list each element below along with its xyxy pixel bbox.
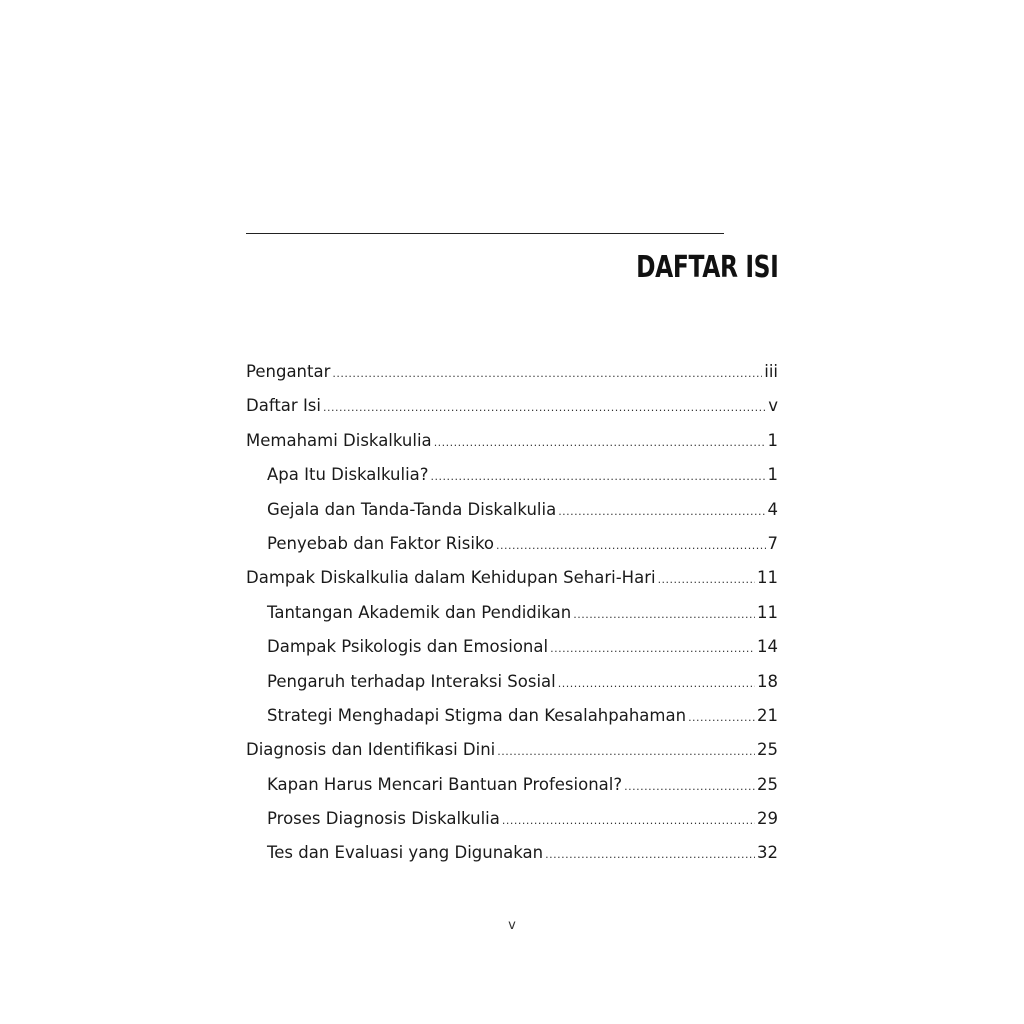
toc-entry-label: Tes dan Evaluasi yang Digunakan (267, 843, 544, 863)
toc-entry-page: 25 (757, 740, 778, 760)
toc-entry[interactable] (246, 568, 778, 602)
table-of-contents (246, 362, 778, 878)
toc-leader-dots (434, 436, 766, 449)
toc-entry-label: Dampak Diskalkulia dalam Kehidupan Sehari-Hari (246, 568, 656, 588)
toc-entry[interactable] (246, 396, 778, 430)
toc-entry-page: 11 (757, 568, 778, 588)
toc-subentry[interactable] (246, 843, 778, 877)
title-rule (246, 233, 724, 234)
toc-entry-page: 11 (757, 602, 778, 622)
toc-entry-label: Tantangan Akademik dan Pendidikan (267, 602, 572, 622)
toc-entry-page: 4 (767, 499, 778, 519)
toc-entry-label: Diagnosis dan Identifikasi Dini (246, 740, 496, 760)
toc-entry-label: Pengaruh terhadap Interaksi Sosial (267, 671, 556, 691)
page-number: v (508, 918, 516, 933)
toc-entry-label: Apa Itu Diskalkulia? (267, 465, 429, 485)
toc-leader-dots (688, 711, 755, 724)
toc-entry-page: 21 (757, 705, 778, 725)
toc-entry-label: Penyebab dan Faktor Risiko (267, 533, 495, 553)
page-title: DAFTAR ISI (635, 250, 778, 285)
toc-leader-dots (558, 677, 755, 690)
toc-subentry[interactable] (246, 706, 778, 740)
toc-leader-dots (550, 642, 755, 655)
toc-entry-page: 18 (757, 671, 778, 691)
toc-leader-dots (496, 539, 765, 552)
toc-leader-dots (573, 608, 755, 621)
toc-entry-label: Gejala dan Tanda-Tanda Diskalkulia (267, 499, 557, 519)
toc-leader-dots (332, 367, 762, 380)
toc-entry-label: Daftar Isi (246, 396, 321, 416)
toc-subentry[interactable] (246, 809, 778, 843)
toc-entry-page: iii (764, 362, 778, 381)
toc-entry-label: Dampak Psikologis dan Emosional (267, 637, 549, 657)
toc-leader-dots (558, 505, 765, 518)
toc-subentry[interactable] (246, 637, 778, 671)
toc-subentry[interactable] (246, 465, 778, 499)
toc-leader-dots (497, 745, 755, 758)
toc-subentry[interactable] (246, 500, 778, 534)
toc-entry-page: 7 (767, 533, 778, 553)
toc-subentry[interactable] (246, 775, 778, 809)
toc-entry-label: Pengantar (246, 362, 331, 381)
toc-leader-dots (323, 401, 766, 414)
toc-entry-label: Proses Diagnosis Diskalkulia (267, 809, 500, 829)
toc-leader-dots (502, 814, 755, 827)
toc-entry-label: Memahami Diskalkulia (246, 430, 432, 450)
toc-entry-page: 1 (767, 430, 778, 450)
toc-subentry[interactable] (246, 603, 778, 637)
toc-entry-page: 14 (757, 637, 778, 657)
toc-subentry[interactable] (246, 534, 778, 568)
toc-entry-page: 29 (757, 809, 778, 829)
toc-entry-label: Kapan Harus Mencari Bantuan Profesional? (267, 774, 623, 794)
toc-entry-page: v (768, 396, 778, 416)
toc-entry-label: Strategi Menghadapi Stigma dan Kesalahpahaman (267, 705, 687, 725)
toc-subentry[interactable] (246, 672, 778, 706)
toc-leader-dots (658, 573, 755, 586)
toc-entry[interactable] (246, 362, 778, 396)
toc-entry-page: 32 (757, 843, 778, 863)
toc-entry[interactable] (246, 431, 778, 465)
toc-leader-dots (431, 470, 766, 483)
toc-entry-page: 1 (767, 465, 778, 485)
toc-entry[interactable] (246, 740, 778, 774)
toc-leader-dots (624, 780, 755, 793)
toc-entry-page: 25 (757, 774, 778, 794)
toc-leader-dots (545, 848, 755, 861)
